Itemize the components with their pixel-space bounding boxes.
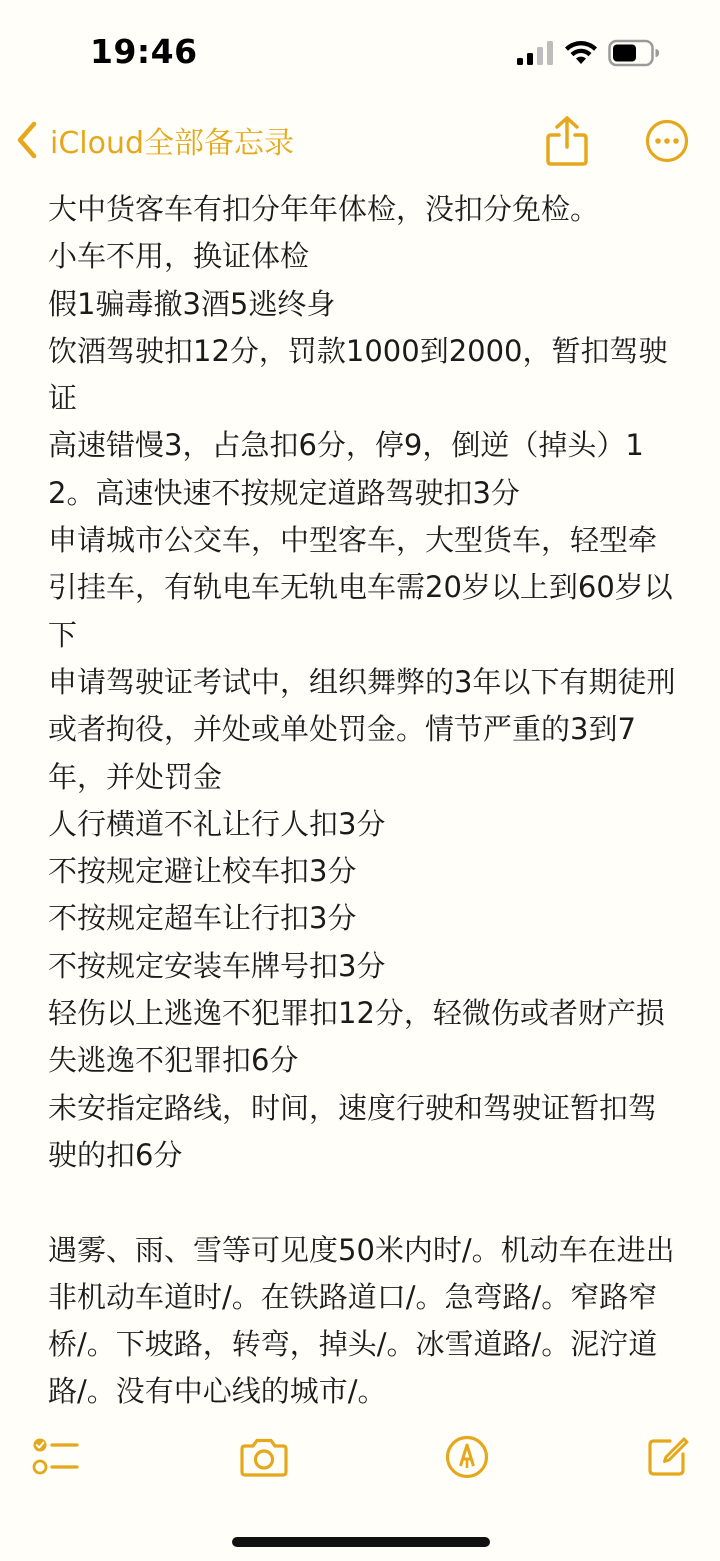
status-time: 19:46 xyxy=(90,32,198,71)
note-line: 不按规定超车让行扣3分 xyxy=(48,901,357,936)
status-bar xyxy=(0,0,720,100)
note-blank-line xyxy=(48,1179,678,1226)
note-line: 不按规定安装车牌号扣3分 xyxy=(48,948,386,983)
note-line: 未安指定路线，时间，速度行驶和驾驶证暂扣驾驶的扣6分 xyxy=(48,1090,658,1172)
checklist-icon[interactable] xyxy=(32,1436,80,1478)
navigation-bar xyxy=(0,105,720,175)
home-indicator[interactable] xyxy=(232,1537,490,1547)
note-line: 人行横道不礼让行人扣3分 xyxy=(48,806,386,841)
note-line: 假1骗毒撤3酒5逃终身 xyxy=(48,286,336,321)
note-line: 不按规定避让校车扣3分 xyxy=(48,854,357,889)
markup-pen-icon[interactable] xyxy=(445,1435,489,1479)
share-icon[interactable] xyxy=(544,115,590,167)
battery-icon xyxy=(608,39,660,67)
cellular-signal-icon xyxy=(516,40,556,66)
chevron-left-icon xyxy=(14,120,40,160)
note-line: 轻伤以上逃逸不犯罪扣12分，轻微伤或者财产损失逃逸不犯罪扣6分 xyxy=(48,996,665,1078)
note-line: 申请驾驶证考试中，组织舞弊的3年以下有期徒刑或者拘役，并处或单处罚金。情节严重的3到7年，并处罚金 xyxy=(48,664,676,794)
note-line: 高速错慢3，占急扣6分，停9，倒逆（掉头）12。高速快速不按规定道路驾驶扣3分 xyxy=(48,428,644,510)
note-line: 饮酒驾驶扣12分，罚款1000到2000，暂扣驾驶证 xyxy=(48,333,668,416)
more-options-icon[interactable] xyxy=(645,119,689,163)
back-button-label: iCloud全部备忘录 xyxy=(50,126,295,161)
note-line: 遇雾、雨、雪等可见度50米内时/。机动车在进出非机动车道时/。在铁路道口/。急弯路/。窄路窄桥/。下坡路，转弯，掉头/。冰雪道路/。泥泞道路/。没有中心线的城市/。 xyxy=(48,1232,675,1408)
bottom-toolbar xyxy=(0,1420,720,1500)
compose-icon[interactable] xyxy=(646,1436,690,1478)
note-body[interactable] xyxy=(48,186,678,1408)
note-line: 申请城市公交车，中型客车，大型货车，轻型牵引挂车，有轨电车无轨电车需20岁以上到60岁以下 xyxy=(48,523,673,652)
wifi-icon xyxy=(563,40,599,66)
camera-icon[interactable] xyxy=(238,1438,290,1478)
back-button[interactable] xyxy=(14,117,294,163)
note-line: 小车不用，换证体检 xyxy=(48,239,310,274)
note-line: 大中货客车有扣分年年体检，没扣分免检。 xyxy=(48,192,600,226)
